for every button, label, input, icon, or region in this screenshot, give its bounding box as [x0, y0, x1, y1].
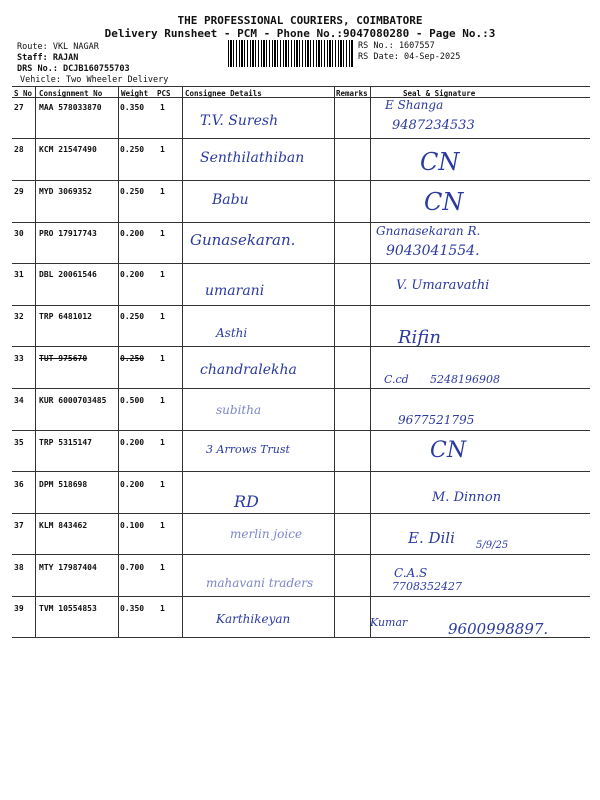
row-seal: CN	[430, 438, 467, 463]
row-pcs: 1	[160, 103, 165, 112]
row-seal: C.A.S	[394, 566, 428, 580]
runsheet-table	[12, 86, 590, 638]
row-consignee: RD	[234, 492, 259, 511]
row-consignment: TUT 975670	[39, 354, 88, 363]
row-sno: 31	[14, 270, 24, 279]
row-seal: M. Dinnon	[432, 490, 502, 505]
staff-label: Staff: RAJAN	[17, 53, 79, 63]
row-seal: C.cd	[384, 373, 409, 386]
row-consignment: PRO 17917743	[39, 229, 97, 238]
row-consignment: TRP 6481012	[39, 312, 92, 321]
row-pcs: 1	[160, 354, 165, 363]
col-seal: Seal & Signature	[403, 89, 476, 98]
row-weight: 0.250	[120, 187, 145, 196]
row-consignment: MYD 3069352	[39, 187, 92, 196]
row-consignee: 3 Arrows Trust	[206, 443, 290, 456]
row-phone: 9600998897.	[448, 620, 549, 638]
row-seal: E. Dili	[408, 529, 455, 547]
row-seal: CN	[420, 148, 460, 176]
row-sno: 39	[14, 604, 24, 613]
row-phone: 9487234533	[392, 118, 475, 133]
row-sno: 37	[14, 521, 24, 530]
row-pcs: 1	[160, 229, 165, 238]
row-weight: 0.350	[120, 103, 145, 112]
row-consignment: KUR 6000703485	[39, 396, 107, 405]
row-pcs: 1	[160, 521, 165, 530]
row-consignee: mahavani traders	[206, 576, 314, 590]
row-seal: Rifin	[398, 327, 441, 348]
col-pcs: PCS	[157, 89, 171, 98]
row-weight: 0.500	[120, 396, 145, 405]
row-seal: E Shanga	[385, 98, 444, 112]
vehicle-label: Vehicle: Two Wheeler Delivery	[20, 75, 169, 85]
row-sno: 33	[14, 354, 24, 363]
row-seal: Kumar	[370, 616, 408, 629]
barcode-image	[228, 40, 354, 67]
col-sno: S No	[14, 89, 33, 98]
col-weight: Weight	[121, 89, 149, 98]
row-phone: 7708352427	[392, 580, 462, 593]
route-label: Route: VKL NAGAR	[17, 42, 99, 52]
row-consignment: TRP 5315147	[39, 438, 92, 447]
row-pcs: 1	[160, 563, 165, 572]
row-weight: 0.100	[120, 521, 145, 530]
row-sno: 36	[14, 480, 24, 489]
row-pcs: 1	[160, 438, 165, 447]
row-weight: 0.700	[120, 563, 145, 572]
rs-number: RS No.: 1607557	[358, 41, 435, 51]
row-sno: 38	[14, 563, 24, 572]
row-consignee: merlin joice	[230, 527, 303, 541]
row-consignment: KCM 21547490	[39, 145, 97, 154]
row-sno: 35	[14, 438, 24, 447]
row-consignment: DPM 518698	[39, 480, 88, 489]
row-weight: 0.350	[120, 604, 145, 613]
row-consignment: MTY 17987404	[39, 563, 97, 572]
row-pcs: 1	[160, 145, 165, 154]
row-sno: 29	[14, 187, 24, 196]
row-consignee: Asthi	[216, 326, 248, 340]
row-consignee: Babu	[212, 192, 249, 208]
row-consignee: T.V. Suresh	[200, 113, 279, 129]
row-consignee: subitha	[216, 403, 262, 417]
rs-date: RS Date: 04-Sep-2025	[358, 52, 461, 62]
row-consignee: Senthilathiban	[200, 150, 305, 166]
runsheet-subtitle: Delivery Runsheet - PCM - Phone No.:9047080280 - Page No.:3	[104, 27, 496, 40]
row-phone: 9677521795	[398, 413, 475, 427]
row-sno: 32	[14, 312, 24, 321]
row-weight: 0.200	[120, 270, 145, 279]
row-consignment: KLM 843462	[39, 521, 88, 530]
row-pcs: 1	[160, 270, 165, 279]
row-pcs: 1	[160, 312, 165, 321]
row-consignment: DBL 20061546	[39, 270, 97, 279]
row-pcs: 1	[160, 396, 165, 405]
col-remarks: Remarks	[336, 89, 368, 98]
row-consignee: Gunasekaran.	[190, 231, 296, 249]
row-phone: 5248196908	[430, 373, 500, 386]
row-seal: V. Umaravathi	[396, 278, 490, 293]
row-phone: 5/9/25	[476, 540, 509, 551]
drs-number: DRS No.: DCJB160755703	[17, 64, 130, 74]
col-consignment: Consignment No	[39, 89, 103, 98]
row-weight: 0.250	[120, 312, 145, 321]
row-consignee: umarani	[205, 283, 265, 299]
row-pcs: 1	[160, 187, 165, 196]
row-pcs: 1	[160, 480, 165, 489]
row-weight: 0.200	[120, 480, 145, 489]
row-consignee: Karthikeyan	[216, 612, 291, 626]
row-weight: 0.200	[120, 438, 145, 447]
row-seal: CN	[424, 188, 464, 216]
row-phone: 9043041554.	[386, 243, 480, 259]
row-weight: 0.200	[120, 229, 145, 238]
row-consignment: TVM 10554853	[39, 604, 97, 613]
row-seal: Gnanasekaran R.	[376, 224, 481, 238]
row-consignment: MAA 578033870	[39, 103, 102, 112]
row-weight: 0.250	[120, 145, 145, 154]
row-pcs: 1	[160, 604, 165, 613]
row-sno: 30	[14, 229, 24, 238]
row-sno: 27	[14, 103, 24, 112]
row-sno: 28	[14, 145, 24, 154]
row-weight: 0.250	[120, 354, 145, 363]
col-consignee: Consignee Details	[185, 89, 262, 98]
row-sno: 34	[14, 396, 24, 405]
company-title: THE PROFESSIONAL COURIERS, COIMBATORE	[177, 14, 423, 27]
row-consignee: chandralekha	[200, 362, 297, 378]
